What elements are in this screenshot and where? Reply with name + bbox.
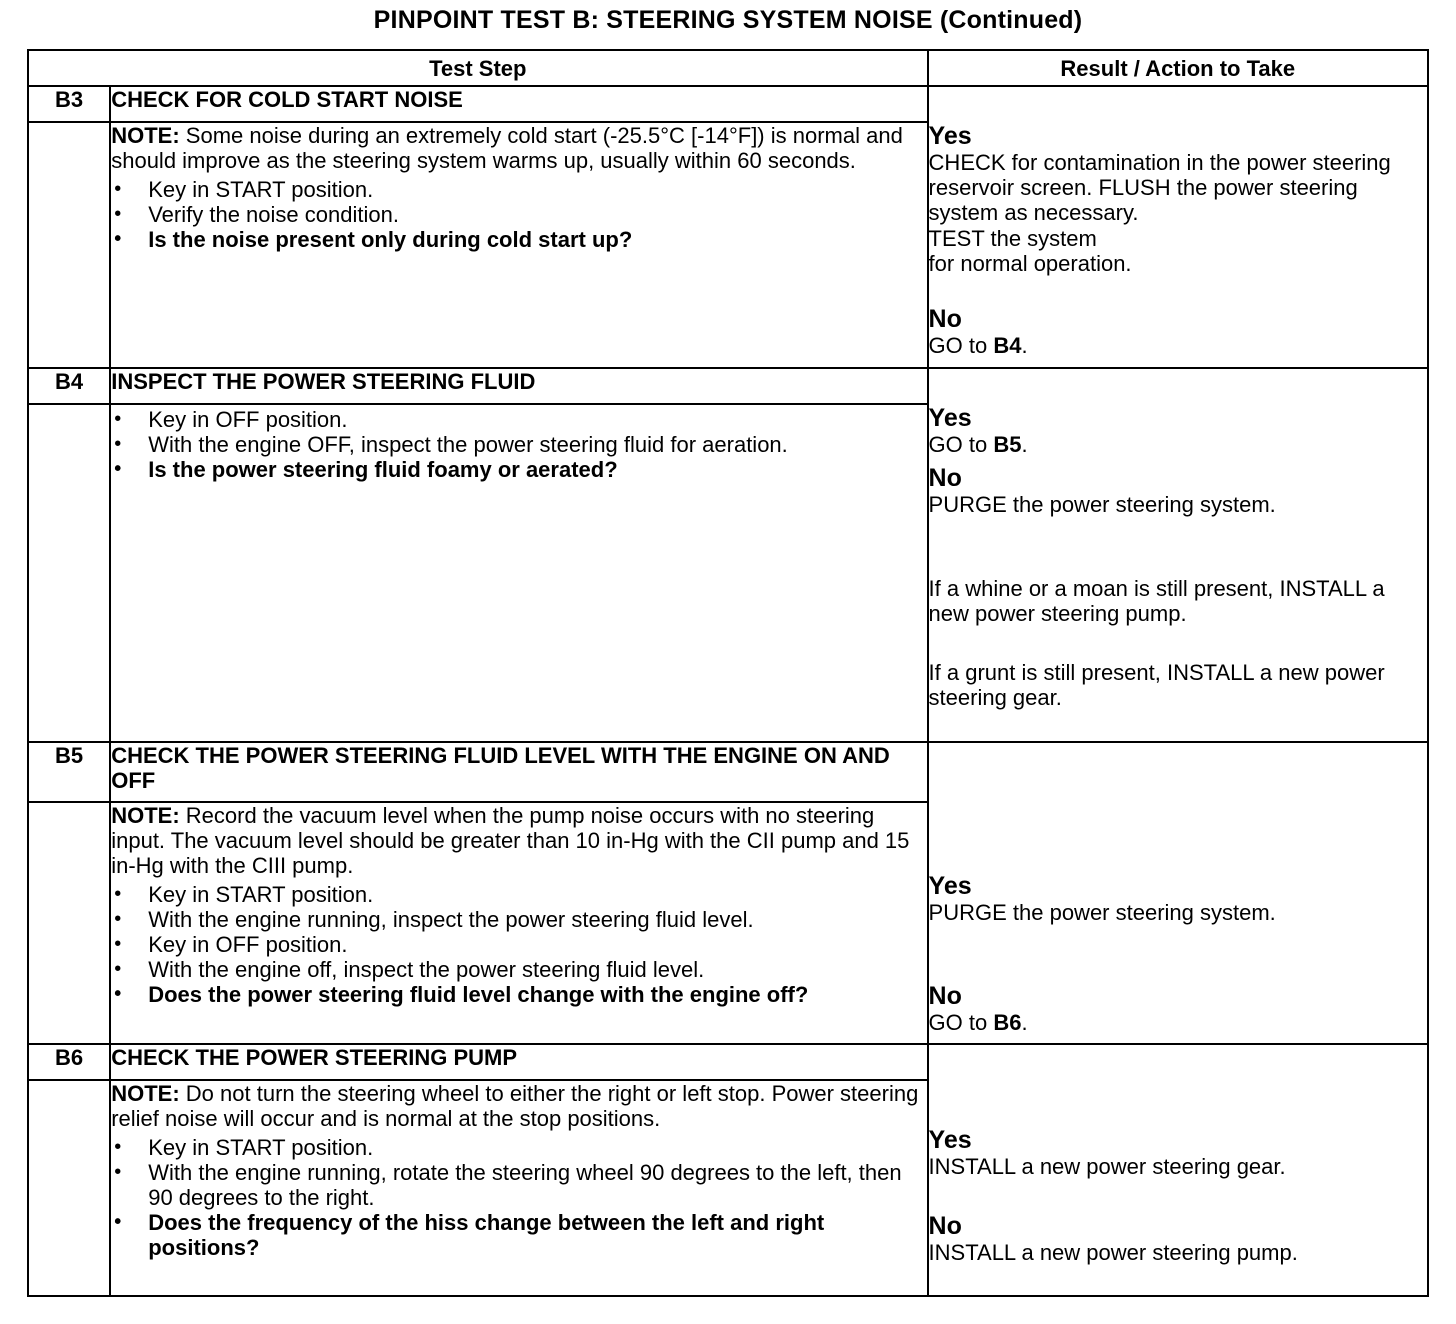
no-action: GO to B4. bbox=[928, 333, 1028, 358]
yes-action: CHECK for contamination in the power steering reservoir screen. FLUSH the power steering system as necessary. bbox=[928, 150, 1391, 225]
step-bullets bbox=[111, 1135, 926, 1260]
note-label: NOTE: bbox=[111, 803, 180, 828]
bullet-item: • Key in START position. bbox=[111, 882, 926, 907]
no-action: INSTALL a new power steering pump. bbox=[928, 1240, 1298, 1265]
no-label: No bbox=[928, 982, 962, 1010]
yes-action: PURGE the power steering system. bbox=[928, 900, 1276, 925]
header-result: Result / Action to Take bbox=[928, 50, 1428, 86]
yes-label: Yes bbox=[928, 1126, 972, 1154]
no-action: If a whine or a moan is still present, INSTALL a new power steering pump. bbox=[928, 576, 1385, 626]
step-id-blank bbox=[28, 122, 110, 368]
bullet-item: • Key in OFF position. bbox=[111, 932, 926, 957]
yes-label: Yes bbox=[928, 872, 972, 900]
no-action: If a grunt is still present, INSTALL a new power steering gear. bbox=[928, 660, 1385, 710]
step-id-blank bbox=[28, 1080, 110, 1296]
step-id-blank bbox=[28, 404, 110, 742]
page-title: PINPOINT TEST B: STEERING SYSTEM NOISE (Continued) bbox=[373, 6, 1083, 34]
pinpoint-test-table bbox=[27, 49, 1429, 1297]
go-to-text: GO to bbox=[928, 1010, 988, 1035]
yes-label: Yes bbox=[928, 122, 972, 150]
yes-label: Yes bbox=[928, 404, 972, 432]
bullet-item: • Key in OFF position. bbox=[111, 407, 926, 432]
no-action: PURGE the power steering system. bbox=[928, 492, 1276, 517]
no-label: No bbox=[928, 1212, 962, 1240]
step-body bbox=[110, 122, 927, 368]
bullet-item: • Key in START position. bbox=[111, 1135, 926, 1160]
step-body bbox=[110, 404, 927, 742]
no-label: No bbox=[928, 464, 962, 492]
step-note bbox=[111, 123, 926, 173]
yes-action: TEST the system bbox=[928, 226, 1097, 251]
go-to-text: GO to bbox=[928, 333, 988, 358]
no-label: No bbox=[928, 305, 962, 333]
step-note bbox=[111, 803, 926, 878]
bullet-question: • Is the noise present only during cold start up? bbox=[111, 227, 926, 252]
step-b3-title-row bbox=[28, 86, 1428, 122]
yes-action: GO to B5. bbox=[928, 432, 1028, 457]
step-id-blank bbox=[28, 802, 110, 1044]
step-id: B4 bbox=[28, 368, 110, 404]
bullet-question: • Is the power steering fluid foamy or aerated? bbox=[111, 457, 926, 482]
bullet-item: • With the engine running, rotate the steering wheel 90 degrees to the left, then 90 degrees to the right. bbox=[111, 1160, 926, 1210]
step-id: B3 bbox=[28, 86, 110, 122]
bullet-item: • With the engine running, inspect the power steering fluid level. bbox=[111, 907, 926, 932]
bullet-item: • Verify the noise condition. bbox=[111, 202, 926, 227]
bullet-item: • Key in START position. bbox=[111, 177, 926, 202]
bullet-question: • Does the power steering fluid level change with the engine off? bbox=[111, 982, 926, 1007]
note-label: NOTE: bbox=[111, 1081, 180, 1106]
bullet-item: • With the engine off, inspect the power steering fluid level. bbox=[111, 957, 926, 982]
bullet-item: • With the engine OFF, inspect the power steering fluid for aeration. bbox=[111, 432, 926, 457]
step-title: CHECK FOR COLD START NOISE bbox=[110, 86, 927, 122]
step-b5-result bbox=[928, 742, 1428, 1044]
step-body bbox=[110, 1080, 927, 1296]
note-text: Record the vacuum level when the pump noise occurs with no steering input. The vacuum level should be greater than 10 in-Hg with the CII pump and 15 in-Hg with the CIII pump. bbox=[111, 803, 910, 878]
step-ref: B6 bbox=[993, 1010, 1022, 1035]
yes-action: for normal operation. bbox=[928, 251, 1132, 276]
step-b5-title-row bbox=[28, 742, 1428, 802]
step-id: B6 bbox=[28, 1044, 110, 1080]
step-title: INSPECT THE POWER STEERING FLUID bbox=[110, 368, 927, 404]
step-body bbox=[110, 802, 927, 1044]
step-bullets bbox=[111, 177, 926, 252]
step-note bbox=[111, 1081, 926, 1131]
step-b3-result bbox=[928, 86, 1428, 368]
step-b4-result bbox=[928, 368, 1428, 742]
yes-action: INSTALL a new power steering gear. bbox=[928, 1154, 1286, 1179]
step-b6-title-row bbox=[28, 1044, 1428, 1080]
header-row bbox=[28, 50, 1428, 86]
step-b6-result bbox=[928, 1044, 1428, 1296]
header-test-step: Test Step bbox=[28, 50, 928, 86]
step-id: B5 bbox=[28, 742, 110, 802]
step-bullets bbox=[111, 407, 926, 482]
note-label: NOTE: bbox=[111, 123, 180, 148]
no-action: GO to B6. bbox=[928, 1010, 1028, 1035]
note-text: Some noise during an extremely cold start (-25.5°C [-14°F]) is normal and should improve as the steering system warms up, usually within 60 seconds. bbox=[111, 123, 903, 173]
step-bullets bbox=[111, 882, 926, 1007]
step-ref: B4 bbox=[993, 333, 1022, 358]
bullet-question: • Does the frequency of the hiss change between the left and right positions? bbox=[111, 1210, 926, 1260]
step-b4-title-row bbox=[28, 368, 1428, 404]
go-to-text: GO to bbox=[928, 432, 988, 457]
step-title: CHECK THE POWER STEERING FLUID LEVEL WITH THE ENGINE ON AND OFF bbox=[110, 742, 927, 802]
note-text: Do not turn the steering wheel to either the right or left stop. Power steering relief noise will occur and is normal at the stop positions. bbox=[111, 1081, 919, 1131]
step-title: CHECK THE POWER STEERING PUMP bbox=[110, 1044, 927, 1080]
step-ref: B5 bbox=[993, 432, 1022, 457]
